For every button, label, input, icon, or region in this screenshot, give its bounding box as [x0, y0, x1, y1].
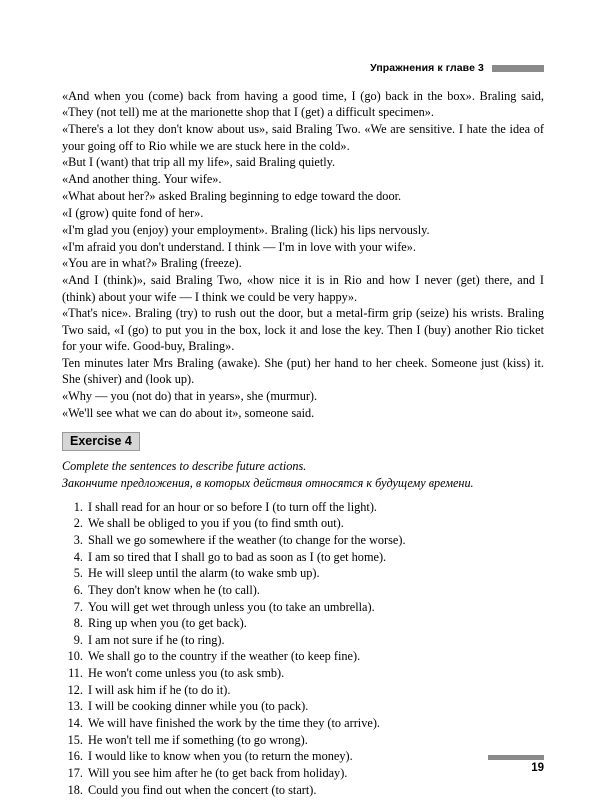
- list-item: [62, 682, 544, 699]
- list-item: [62, 648, 544, 665]
- item-text: I would like to know when you (to return the money).: [88, 749, 353, 764]
- item-number: 10.: [67, 649, 83, 664]
- list-item: [62, 565, 544, 582]
- item-text: He won't tell me if something (to go wrong).: [88, 732, 308, 747]
- list-item: [62, 782, 544, 799]
- item-text: We shall go to the country if the weather (to keep fine).: [88, 649, 361, 664]
- item-number: 1.: [73, 499, 83, 514]
- item-number: 6.: [73, 582, 83, 597]
- paragraph: «I (grow) quite fond of her».: [62, 205, 204, 220]
- footer-rule: [488, 755, 544, 760]
- paragraph: «I'm glad you (enjoy) your employment». Braling (lick) his lips nervously.: [62, 222, 430, 237]
- list-item: [62, 632, 544, 649]
- item-text: We will have finished the work by the time they (to arrive).: [88, 716, 380, 731]
- item-number: 9.: [73, 632, 83, 647]
- item-text: I will ask him if he (to do it).: [88, 682, 231, 697]
- paragraph: «And another thing. Your wife».: [62, 172, 222, 187]
- item-number: 4.: [73, 549, 83, 564]
- paragraph: «And when you (come) back from having a good time, I (go) back in the box». Braling said, «They (not tell) me at the marionette shop that I (get) a difficult specimen».: [62, 89, 544, 120]
- page-header: [62, 62, 544, 74]
- exercise-sentence-list: [62, 499, 544, 799]
- list-item: [62, 748, 544, 765]
- list-item: [62, 599, 544, 616]
- list-item: [62, 732, 544, 749]
- item-text: Could you find out when the concert (to start).: [88, 782, 317, 797]
- item-number: 18.: [67, 782, 83, 797]
- item-number: 8.: [73, 616, 83, 631]
- item-text: He will sleep until the alarm (to wake smb up).: [88, 566, 320, 581]
- paragraph: «You are in what?» Braling (freeze).: [62, 256, 242, 271]
- list-item: [62, 615, 544, 632]
- paragraph: «Why — you (not do) that in years», she (murmur).: [62, 389, 318, 404]
- item-text: Will you see him after he (to get back from holiday).: [88, 766, 348, 781]
- item-text: Shall we go somewhere if the weather (to change for the worse).: [88, 532, 406, 547]
- item-number: 7.: [73, 599, 83, 614]
- header-rule: [492, 65, 544, 72]
- instruction-english: Complete the sentences to describe future actions.: [62, 459, 307, 474]
- paragraph: «There's a lot they don't know about us», said Braling Two. «We are sensitive. I hate the idea of your going off to Rio while we are stuck here in the cold».: [62, 122, 544, 153]
- instruction-russian: Закончите предложения, в которых действия относятся к будущему времени.: [62, 476, 474, 491]
- list-item: [62, 665, 544, 682]
- item-number: 17.: [67, 766, 83, 781]
- list-item: [62, 698, 544, 715]
- paragraph: «We'll see what we can do about it», someone said.: [62, 406, 315, 421]
- page-footer: [488, 755, 544, 774]
- item-number: 3.: [73, 532, 83, 547]
- paragraph: «What about her?» asked Braling beginning to edge toward the door.: [62, 189, 402, 204]
- item-number: 14.: [67, 716, 83, 731]
- item-number: 16.: [67, 749, 83, 764]
- item-text: I will be cooking dinner while you (to pack).: [88, 699, 309, 714]
- paragraph: «I'm afraid you don't understand. I think — I'm in love with your wife».: [62, 239, 416, 254]
- list-item: [62, 515, 544, 532]
- chapter-heading: Упражнения к главе 3: [370, 62, 484, 74]
- item-number: 15.: [67, 732, 83, 747]
- paragraph: Ten minutes later Mrs Braling (awake). She (put) her hand to her cheek. Someone just (kiss) it. She (shiver) and (look up).: [62, 356, 544, 387]
- item-text: They don't know when he (to call).: [88, 582, 260, 597]
- list-item: [62, 715, 544, 732]
- paragraph: «But I (want) that trip all my life», said Braling quietly.: [62, 155, 336, 170]
- item-number: 12.: [67, 682, 83, 697]
- item-text: I am not sure if he (to ring).: [88, 632, 225, 647]
- list-item: [62, 549, 544, 566]
- item-number: 5.: [73, 566, 83, 581]
- list-item: [62, 765, 544, 782]
- item-number: 2.: [73, 516, 83, 531]
- exercise-heading: [62, 432, 544, 451]
- paragraph: «And I (think)», said Braling Two, «how nice it is in Rio and how I never (get) there, and I (think) about your wife — I think we could be very happy».: [62, 273, 544, 304]
- item-text: I am so tired that I shall go to bad as soon as I (to get home).: [88, 549, 387, 564]
- item-text: I shall read for an hour or so before I (to turn off the light).: [88, 499, 378, 514]
- item-number: 13.: [67, 699, 83, 714]
- story-text: [62, 88, 544, 421]
- item-text: We shall be obliged to you if you (to find smth out).: [88, 516, 344, 531]
- page-number: 19: [531, 762, 544, 774]
- paragraph: «That's nice». Braling (try) to rush out the door, but a metal-firm grip (seize) his wrists. Braling Two said, «I (go) to put you in the box, lock it and lose the key. Then I (buy) another Rio ticket for your wife. Good-buy, Braling».: [62, 306, 544, 354]
- item-text: Ring up when you (to get back).: [88, 616, 247, 631]
- item-text: He won't come unless you (to ask smb).: [88, 666, 285, 681]
- list-item: [62, 499, 544, 516]
- item-number: 11.: [68, 666, 83, 681]
- exercise-label: Exercise 4: [62, 432, 140, 451]
- list-item: [62, 532, 544, 549]
- item-text: You will get wet through unless you (to take an umbrella).: [88, 599, 375, 614]
- list-item: [62, 582, 544, 599]
